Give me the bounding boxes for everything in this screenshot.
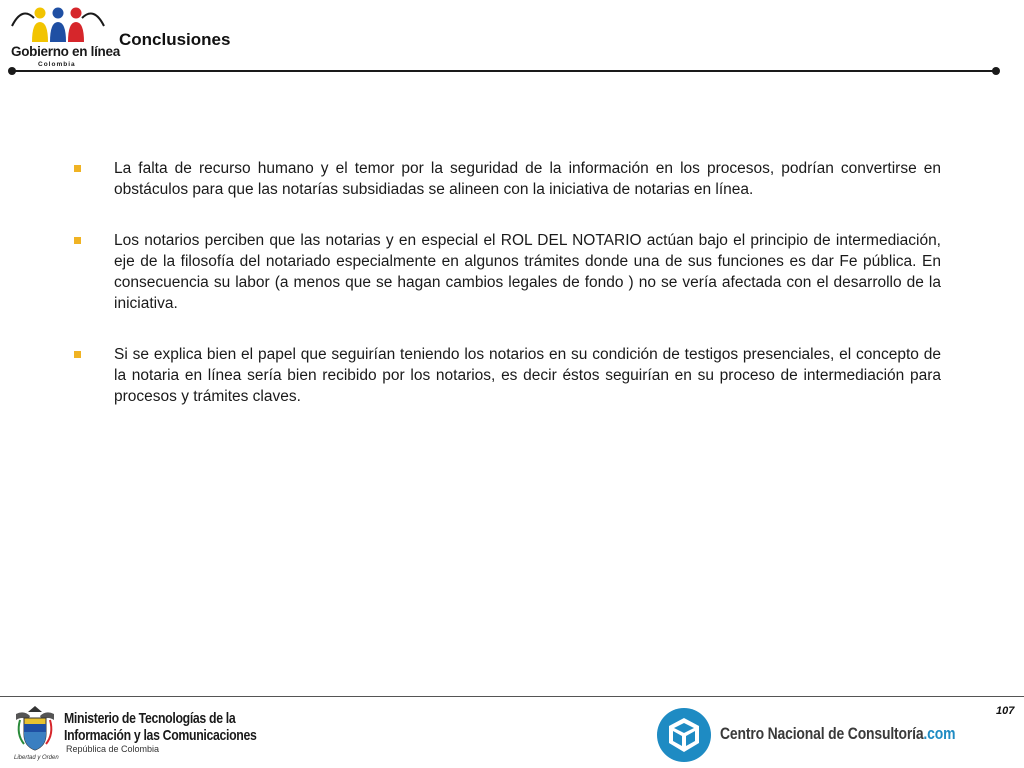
divider-endpoint-left xyxy=(8,67,16,75)
ministry-name-line2: Información y las Comunicaciones xyxy=(64,727,257,744)
gobierno-en-linea-logo xyxy=(8,4,120,70)
footer-divider xyxy=(0,696,1024,697)
conclusions-list xyxy=(72,158,941,437)
bullet-text: Si se explica bien el papel que seguirían teniendo los notarios en su condición de testigos presenciales, el concepto de la notaria en línea sería bien recibido por los notarios, es decir éstos seguirían en su proceso de intermediación para procesos y trámites claves. xyxy=(114,346,941,405)
logo-text: Gobierno en línea xyxy=(11,44,120,59)
cnc-domain-suffix: .com xyxy=(923,724,956,743)
page-title: Conclusiones xyxy=(119,30,231,49)
bullet-square-icon xyxy=(74,351,81,358)
colombia-coat-of-arms-icon xyxy=(12,704,58,762)
logo-subtext: Colombia xyxy=(38,61,76,68)
cnc-cube-logo-icon xyxy=(656,707,712,763)
bullet-text: Los notarios perciben que las notarias y en especial el ROL DEL NOTARIO actúan bajo el principio de intermediación, eje de la filosofía del notariado especialmente en algunos trámites donde una de sus funciones es dar Fe pública. En consecuencia su labor (a menos que se hagan cambios legales de fondo ) no se vería afectada con el desarrollo de la iniciativa. xyxy=(114,232,941,312)
list-item xyxy=(72,344,941,407)
country-name: República de Colombia xyxy=(66,744,160,754)
cnc-company-name xyxy=(720,724,955,744)
bullet-square-icon xyxy=(74,165,81,172)
list-item xyxy=(72,230,941,314)
people-figures-icon xyxy=(8,4,108,46)
divider-endpoint-right xyxy=(992,67,1000,75)
page-number: 107 xyxy=(996,705,1015,717)
header-divider xyxy=(12,70,996,72)
motto-text: Libertad y Orden xyxy=(14,755,59,761)
bullet-square-icon xyxy=(74,237,81,244)
cnc-name-text: Centro Nacional de Consultoría xyxy=(720,724,924,743)
ministry-name-line1: Ministerio de Tecnologías de la xyxy=(64,710,236,727)
list-item xyxy=(72,158,941,200)
bullet-text: La falta de recurso humano y el temor por la seguridad de la información en los procesos, podrían convertirse en obstáculos para que las notarías subsidiadas se alineen con la iniciativa de notarias en línea. xyxy=(114,160,941,198)
